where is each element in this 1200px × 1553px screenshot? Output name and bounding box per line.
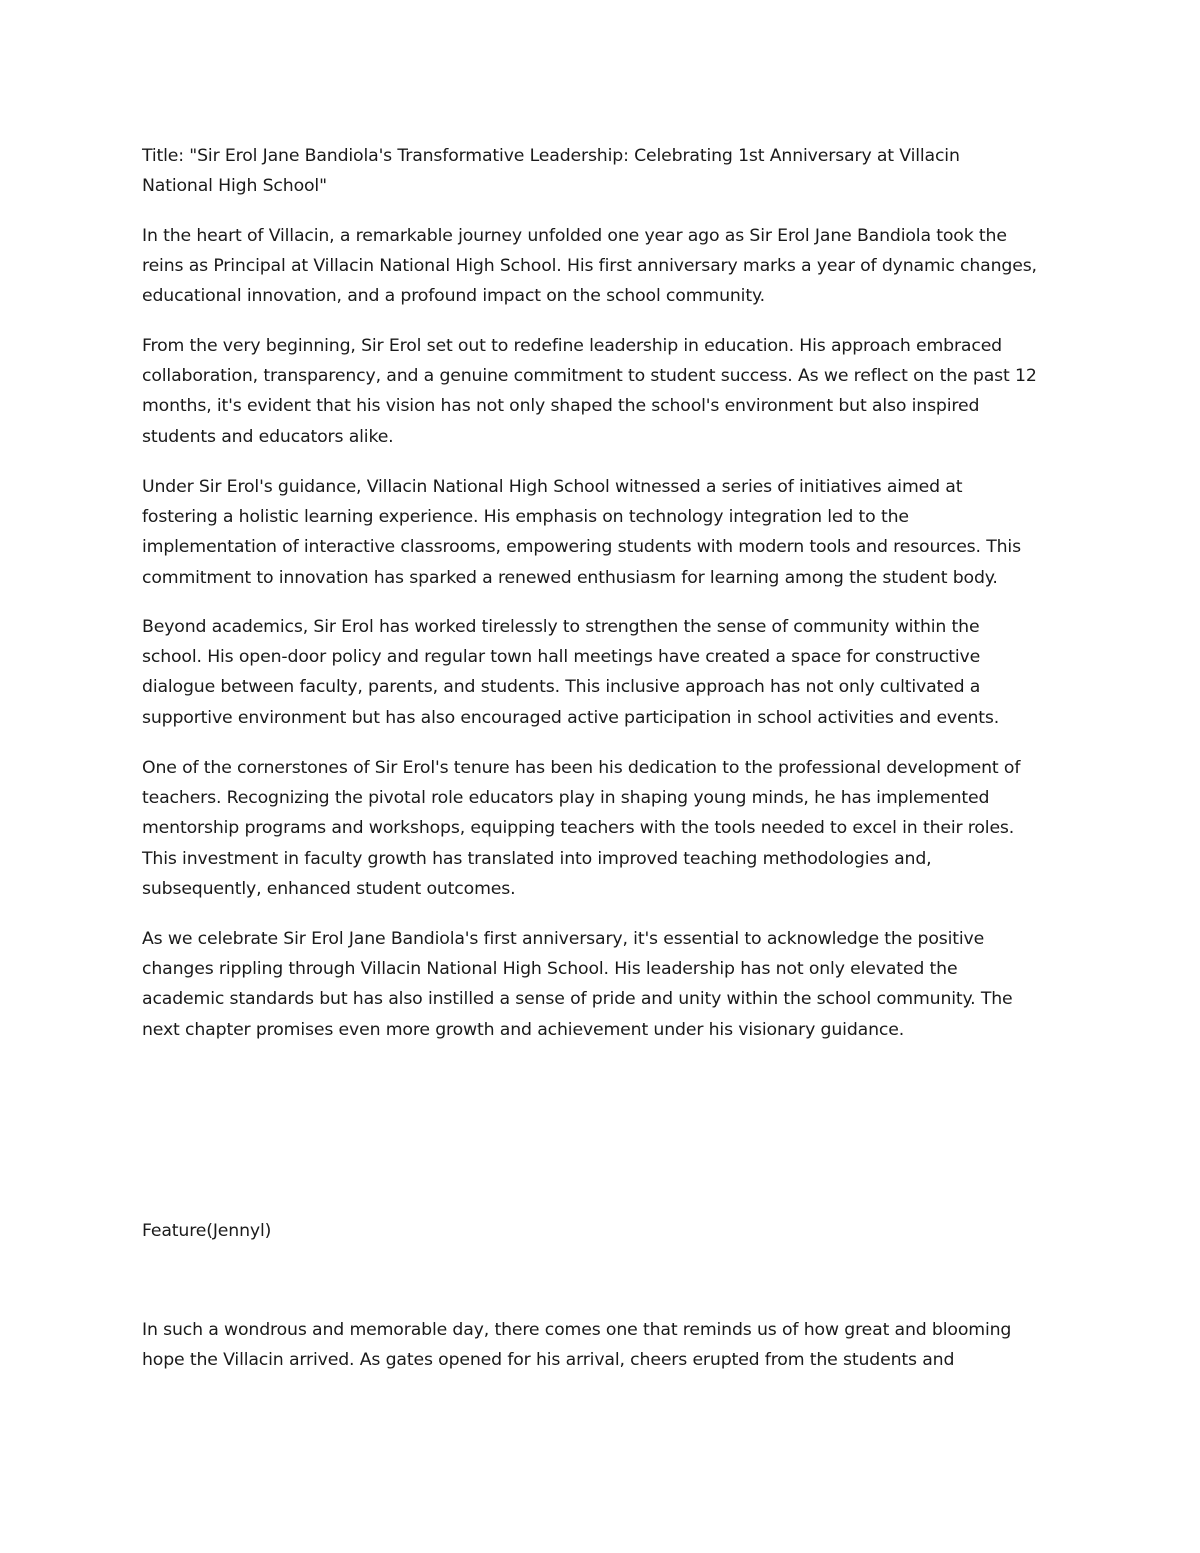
feature-label <box>142 1216 1072 1246</box>
paragraph-line: fostering a holistic learning experience. His emphasis on technology integration led to the <box>142 507 909 528</box>
paragraph-4 <box>142 612 1072 733</box>
paragraph-line: supportive environment but has also encouraged active participation in school activities and events. <box>142 707 1000 728</box>
paragraph-line: One of the cornerstones of Sir Erol's tenure has been his dedication to the professional development of <box>142 758 1021 778</box>
paragraph-line: In the heart of Villacin, a remarkable journey unfolded one year ago as Sir Erol Jane Bandiola took the <box>142 226 1007 246</box>
paragraph-line: reins as Principal at Villacin National High School. His first anniversary marks a year of dynamic changes, <box>142 256 1037 277</box>
paragraph-6 <box>142 924 1072 1045</box>
paragraph-3 <box>142 472 1072 593</box>
paragraph-line: educational innovation, and a profound impact on the school community. <box>142 286 765 307</box>
paragraph-line: From the very beginning, Sir Erol set out to redefine leadership in education. His approach embraced <box>142 336 1002 356</box>
paragraph-line: school. His open-door policy and regular town hall meetings have created a space for constructive <box>142 647 981 668</box>
paragraph-line: academic standards but has also instilled a sense of pride and unity within the school community. The <box>142 989 1013 1010</box>
paragraph-line: dialogue between faculty, parents, and students. This inclusive approach has not only cultivated a <box>142 677 981 698</box>
paragraph-line: Under Sir Erol's guidance, Villacin National High School witnessed a series of initiatives aimed at <box>142 477 963 497</box>
paragraph-line: implementation of interactive classrooms, empowering students with modern tools and resources. This <box>142 537 1021 558</box>
title-line: National High School" <box>142 176 327 197</box>
paragraph-line: In such a wondrous and memorable day, there comes one that reminds us of how great and blooming <box>142 1320 1012 1340</box>
paragraph-5 <box>142 753 1072 904</box>
paragraph-1 <box>142 221 1072 312</box>
paragraph-line: Beyond academics, Sir Erol has worked tirelessly to strengthen the sense of community within the <box>142 617 980 637</box>
paragraph-line: collaboration, transparency, and a genuine commitment to student success. As we reflect on the past 12 <box>142 366 1037 387</box>
paragraph-line: commitment to innovation has sparked a renewed enthusiasm for learning among the student body. <box>142 567 998 588</box>
feature-label-text: Feature(Jennyl) <box>142 1221 272 1241</box>
paragraph-line: next chapter promises even more growth and achievement under his visionary guidance. <box>142 1019 905 1040</box>
paragraph-line: teachers. Recognizing the pivotal role educators play in shaping young minds, he has implemented <box>142 788 990 809</box>
paragraph-line: hope the Villacin arrived. As gates opened for his arrival, cheers erupted from the students and <box>142 1350 955 1371</box>
paragraph-2 <box>142 331 1072 452</box>
paragraph-line: This investment in faculty growth has translated into improved teaching methodologies and, <box>142 848 932 869</box>
document-title <box>142 141 1072 201</box>
paragraph-line: As we celebrate Sir Erol Jane Bandiola's first anniversary, it's essential to acknowledge the positive <box>142 929 985 949</box>
paragraph-line: students and educators alike. <box>142 426 394 447</box>
paragraph-line: subsequently, enhanced student outcomes. <box>142 878 516 899</box>
title-line: Title: "Sir Erol Jane Bandiola's Transformative Leadership: Celebrating 1st Anniversary at Villacin <box>142 146 960 166</box>
paragraph-line: changes rippling through Villacin National High School. His leadership has not only elevated the <box>142 959 958 980</box>
paragraph-line: months, it's evident that his vision has not only shaped the school's environment but also inspired <box>142 396 980 417</box>
paragraph-line: mentorship programs and workshops, equipping teachers with the tools needed to excel in their roles. <box>142 818 1015 839</box>
feature-paragraph <box>142 1315 1072 1375</box>
